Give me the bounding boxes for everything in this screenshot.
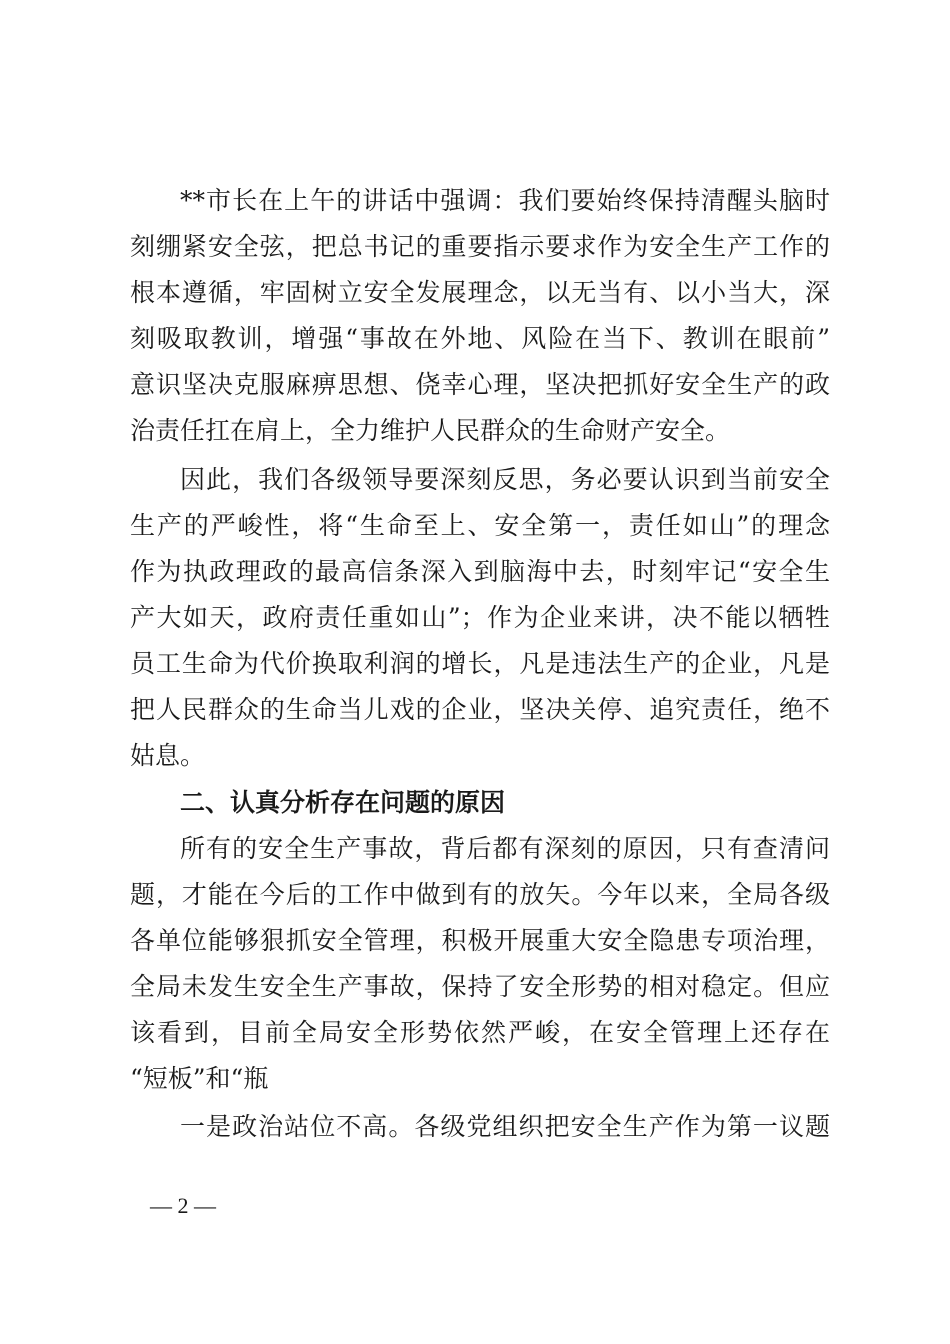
text-line: 治责任扛在肩上，全力维护人民群众的生命财产安全。 — [130, 416, 731, 445]
text-line: 该看到，目前全局安全形势依然严峻，在安全管理上还存在 — [130, 1018, 830, 1047]
page-number: — 2 — — [150, 1193, 216, 1218]
text-line: 根本遵循，牢固树立安全发展理念，以无当有、以小当大，深 — [130, 278, 830, 307]
text-line: 作为执政理政的最高信条深入到脑海中去，时刻牢记“安全生 — [130, 557, 830, 586]
text-line: 意识坚决克服麻痹思想、侥幸心理，坚决把抓好安全生产的政 — [130, 370, 830, 399]
text-line: 姑息。 — [130, 741, 206, 770]
text-line: 员工生命为代价换取利润的增长，凡是违法生产的企业，凡是 — [130, 649, 830, 678]
text-line: 全局未发生安全生产事故，保持了安全形势的相对稳定。但应 — [130, 972, 830, 1001]
text-line: 产大如天，政府责任重如山”；作为企业来讲，决不能以牺牲 — [130, 603, 830, 632]
text-line: 把人民群众的生命当儿戏的企业，坚决关停、追究责任，绝不 — [130, 695, 830, 724]
section-heading: 二、认真分析存在问题的原因 — [180, 788, 506, 817]
text-line: 刻吸取教训，增强“事故在外地、风险在当下、教训在眼前” — [130, 324, 830, 353]
text-line: 一是政治站位不高。各级党组织把安全生产作为第一议题 — [180, 1112, 830, 1141]
text-line: 各单位能够狠抓安全管理，积极开展重大安全隐患专项治理， — [130, 926, 830, 955]
text-line: 生产的严峻性，将“生命至上、安全第一，责任如山”的理念 — [130, 511, 830, 540]
text-line: 所有的安全生产事故，背后都有深刻的原因，只有查清问 — [180, 834, 830, 863]
text-line: **市长在上午的讲话中强调：我们要始终保持清醒头脑时 — [180, 186, 830, 215]
text-line: 因此，我们各级领导要深刻反思，务必要认识到当前安全 — [180, 465, 830, 494]
text-line: 题，才能在今后的工作中做到有的放矢。今年以来，全局各级 — [130, 880, 830, 909]
text-line: 刻绷紧安全弦，把总书记的重要指示要求作为安全生产工作的 — [130, 232, 830, 261]
text-line: “短板”和“瓶 — [130, 1064, 269, 1093]
